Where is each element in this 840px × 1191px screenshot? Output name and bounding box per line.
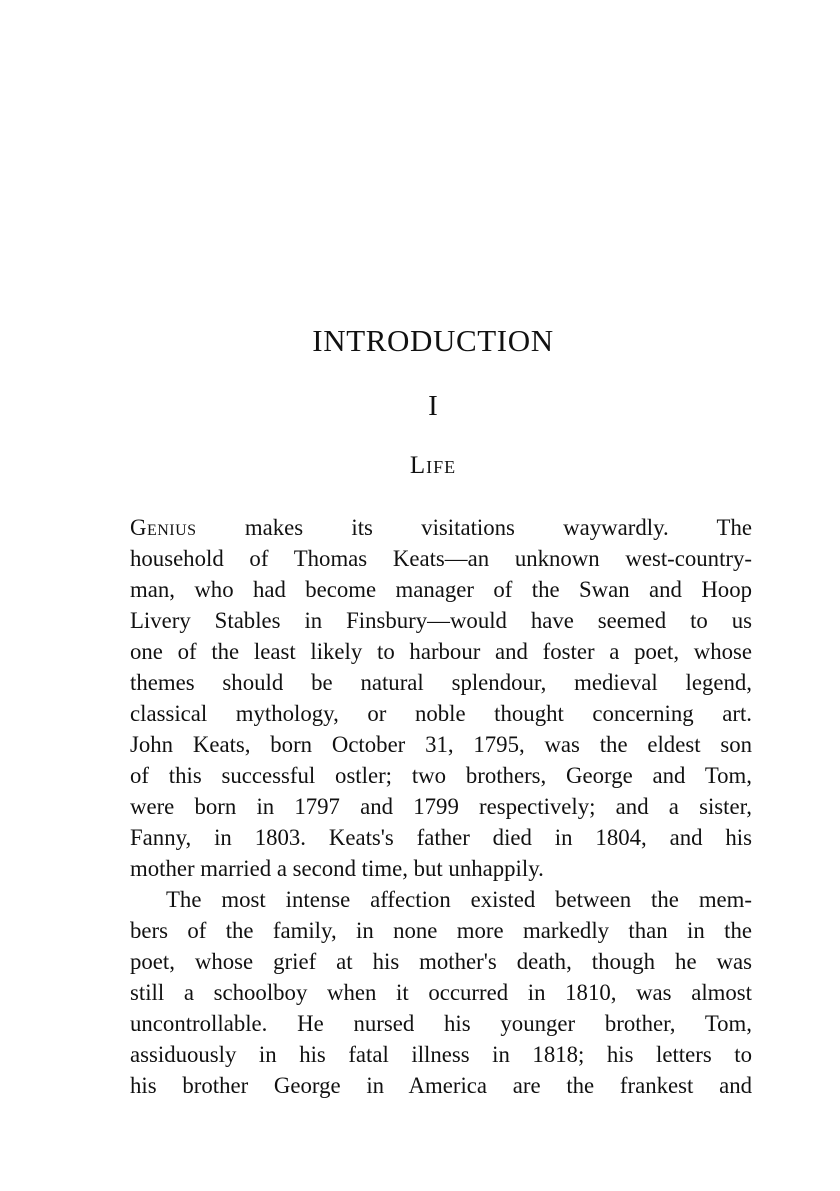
text-line: man, who had become manager of the Swan and Hoop [130,577,752,602]
text-line: themes should be natural splendour, medieval legend, [130,670,752,695]
text-line: mother married a second time, but unhappily. [130,856,544,881]
text-line: of this successful ostler; two brothers, George and Tom, [130,763,752,788]
chapter-title: INTRODUCTION [312,323,554,358]
paragraph-2 [130,884,752,1101]
text-line: Livery Stables in Finsbury—would have seemed to us [130,608,752,633]
text-line: bers of the family, in none more markedly than in the [130,918,752,943]
text-line: Fanny, in 1803. Keats's father died in 1804, and his [130,825,752,850]
text-line: one of the least likely to harbour and foster a poet, whose [130,639,752,664]
text-line: still a schoolboy when it occurred in 1810, was almost [130,980,752,1005]
text-line: household of Thomas Keats—an unknown west-country- [130,546,752,571]
text-line-content: makes its visitations waywardly. The [196,515,752,540]
section-number: I [428,390,438,422]
paragraph-1 [130,512,752,884]
section-title: Life [409,452,457,479]
text-line: classical mythology, or noble thought concerning art. [130,701,752,726]
text-line: assiduously in his fatal illness in 1818; his letters to [130,1042,752,1067]
text-line [130,512,752,543]
text-line: his brother George in America are the frankest and [130,1073,752,1098]
text-line: uncontrollable. He nursed his younger brother, Tom, [130,1011,752,1036]
text-line: John Keats, born October 31, 1795, was the eldest son [130,732,752,757]
text-line: were born in 1797 and 1799 respectively; and a sister, [130,794,752,819]
text-line: poet, whose grief at his mother's death, though he was [130,949,752,974]
body-text [130,512,752,1101]
text-line: The most intense affection existed between the mem- [166,887,752,912]
lead-word: Genius [130,515,197,540]
